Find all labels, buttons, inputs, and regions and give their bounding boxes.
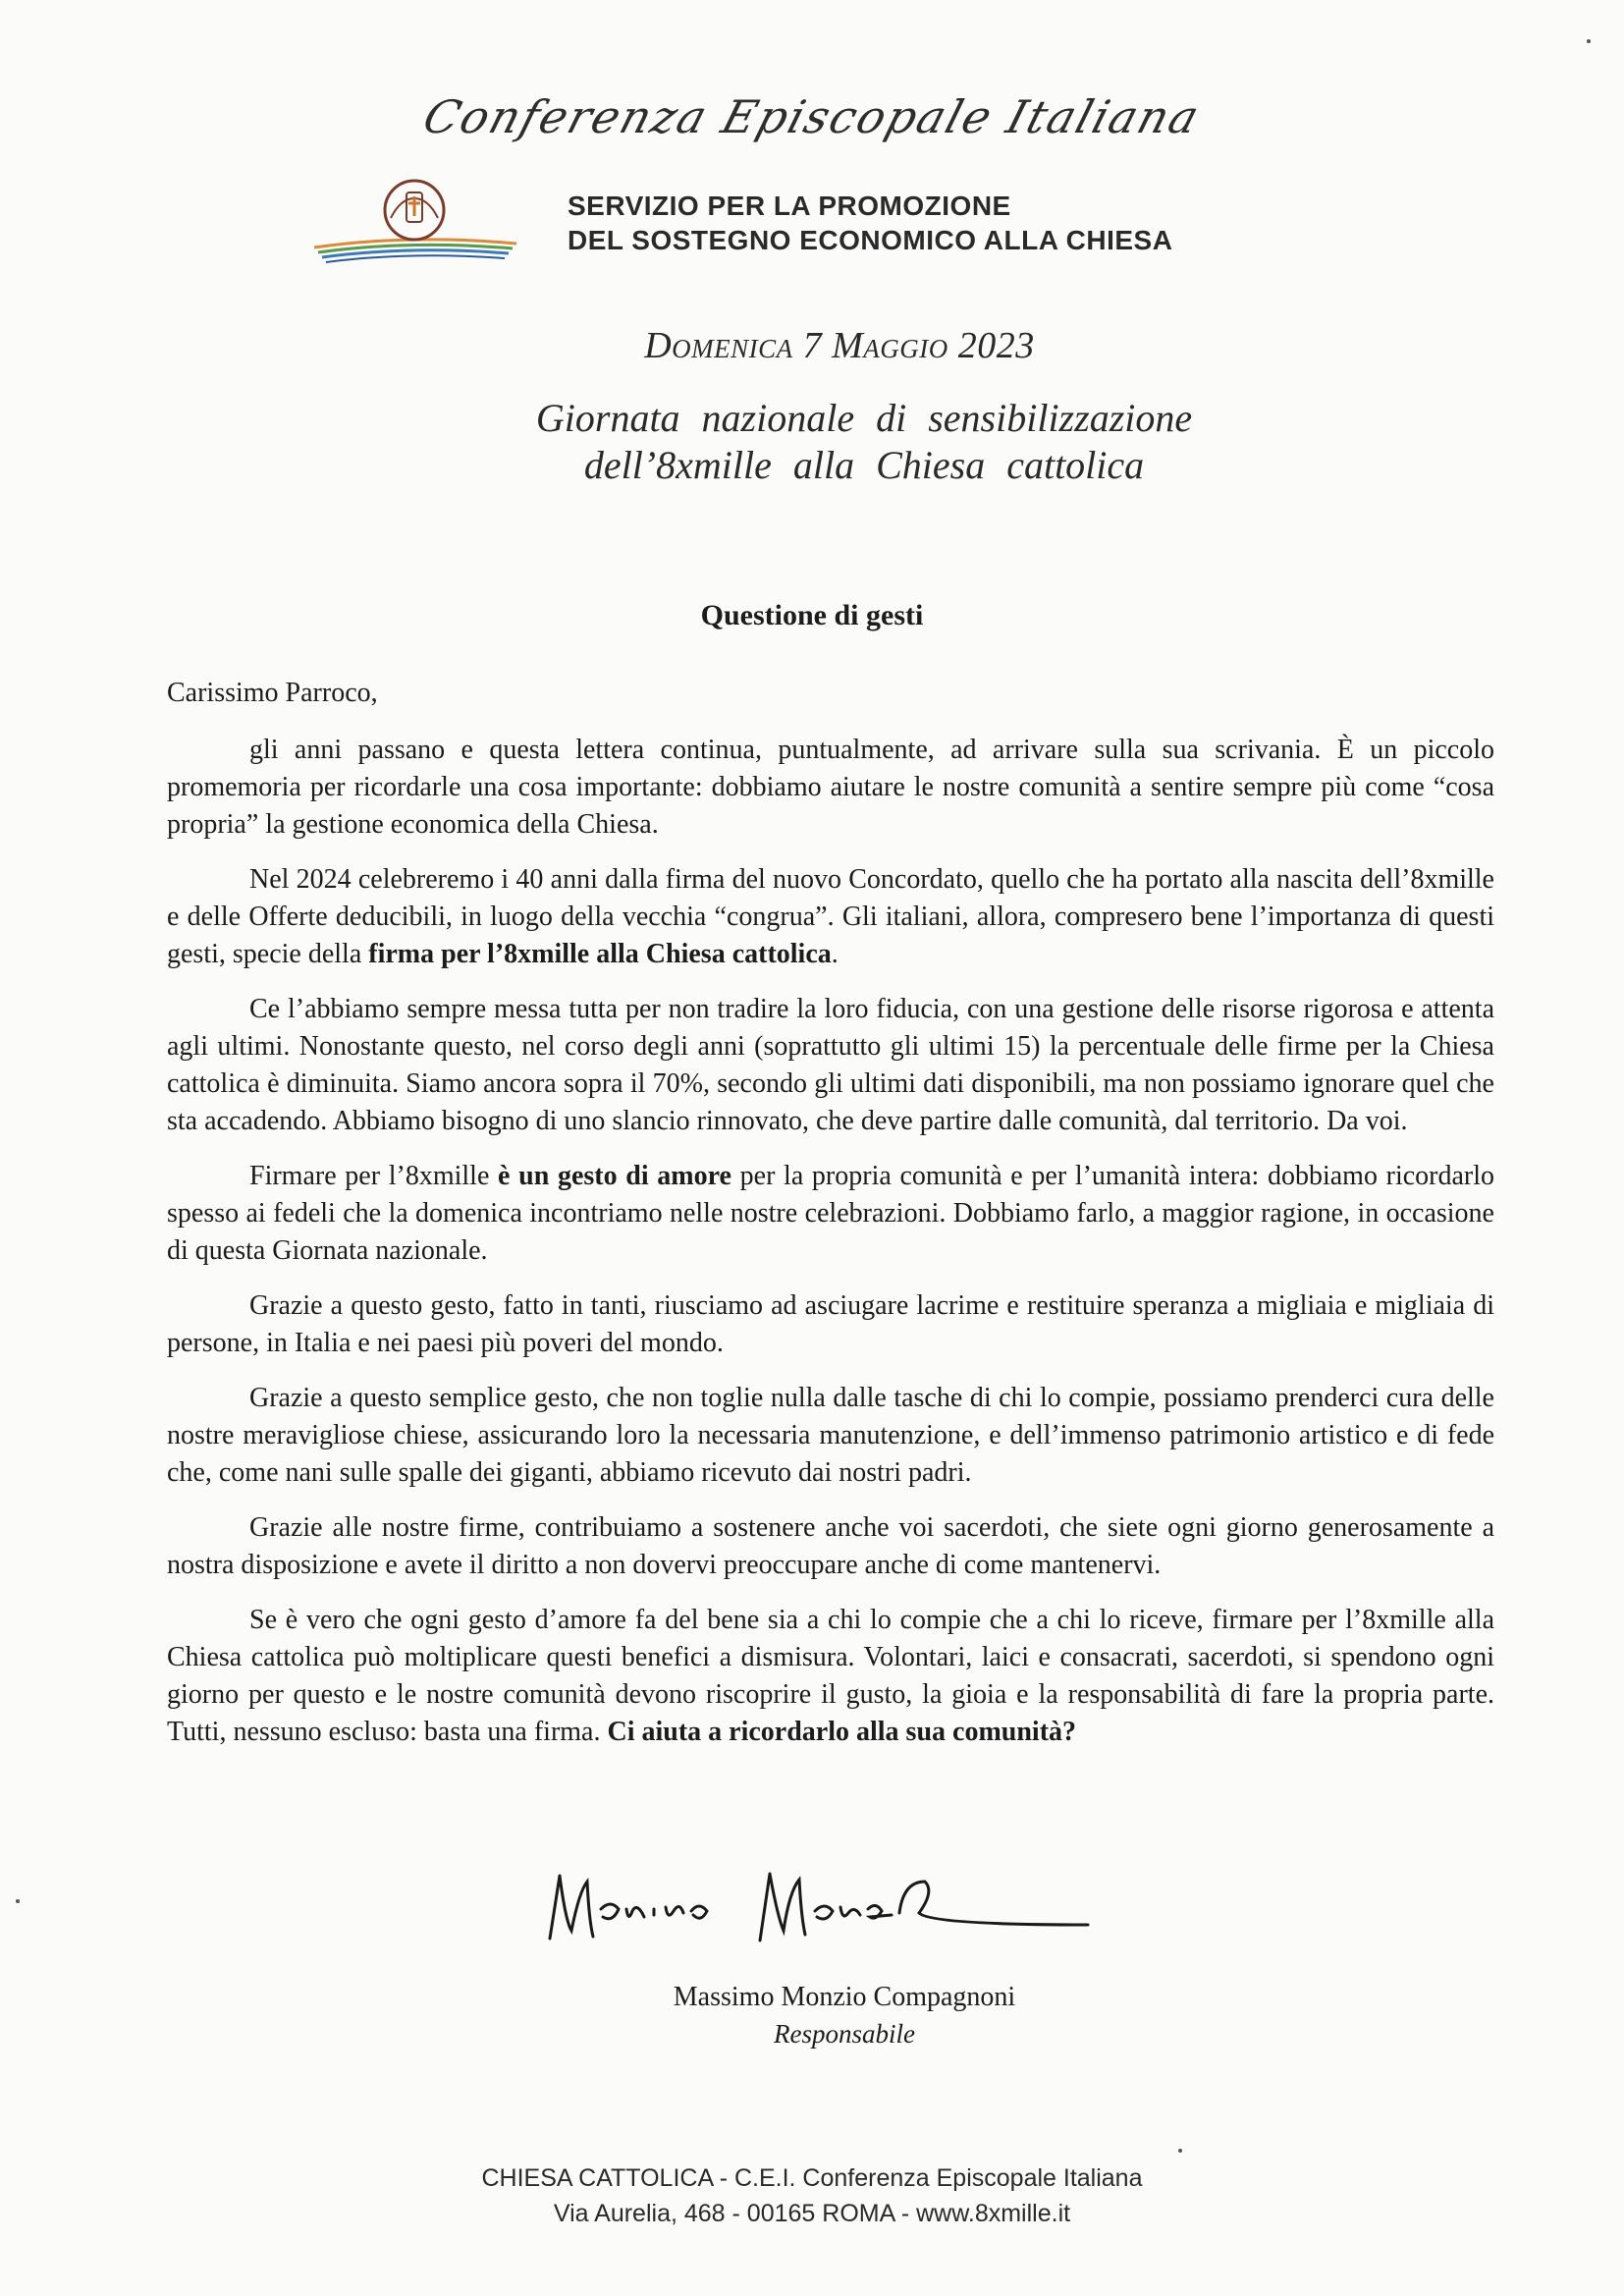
letterhead-script-title: Conferenza Episcopale Italiana [417, 90, 1207, 143]
footer-address: CHIESA CATTOLICA - C.E.I. Conferenza Episcopale Italiana Via Aurelia, 468 - 00165 ROMA - www.8xmille.it [481, 2164, 1143, 2227]
paragraph: Grazie a questo semplice gesto, che non toglie nulla dalle tasche di chi lo compie, possiamo prenderci cura delle nostre meravigliose chiese, assicurando loro la necessaria manutenzione, e dell’immenso patrimonio artistico e di fede che, come nani sulle spalle dei giganti, abbiamo ricevuto dai nostri padri. [167, 1383, 1494, 1488]
paragraph: Firmare per l’8xmille è un gesto di amore per la propria comunità e per l’umanità intera: dobbiamo ricordarlo spesso ai fedeli che la domenica incontriamo nelle nostre celebrazioni. Dobbiamo farlo, a maggior ragione, in occasione di questa Giornata nazionale. [167, 1161, 1495, 1266]
cei-logo-icon [312, 175, 518, 269]
service-name: SERVIZIO PER LA PROMOZIONE DEL SOSTEGNO ECONOMICO ALLA CHIESA [568, 191, 1173, 255]
paragraph: Se è vero che ogni gesto d’amore fa del bene sia a chi lo compie che a chi lo riceve, firmare per l’8xmille alla Chiesa cattolica può moltiplicare questi benefici a dismisura. Volontari, laici e consacrati, sacerdoti, si spendono ogni giorno per questo e le nostre comunità devono riscoprire il gusto, la gioia e la responsabilità di fare la propria parte. Tutti, nessuno escluso: basta una firma. Ci aiuta a ricordarlo alla sua comunità? [167, 1605, 1494, 1747]
scan-speck [16, 1899, 20, 1903]
handwritten-signature [538, 1852, 1127, 1970]
paragraph: Grazie a questo gesto, fatto in tanti, riusciamo ad asciugare lacrime e restituire speranza a migliaia e migliaia di persone, in Italia e nei paesi più poveri del mondo. [167, 1290, 1494, 1358]
scan-speck [1587, 39, 1591, 43]
letter-heading: Questione di gesti [700, 599, 924, 631]
letter-body [167, 732, 1494, 1769]
paragraph: Nel 2024 celebreremo i 40 anni dalla firma del nuovo Concordato, quello che ha portato alla nascita dell’8xmille e delle Offerte deducibili, in luogo della vecchia “congrua”. Gli italiani, allora, compresero bene l’importanza di questi gesti, specie della firma per l’8xmille alla Chiesa cattolica. [167, 864, 1494, 969]
paragraph: Grazie alle nostre firme, contribuiamo a sostenere anche voi sacerdoti, che siete ogni giorno generosamente a nostra disposizione e avete il diritto a non dovervi preoccupare anche di come mantenervi. [167, 1512, 1494, 1580]
paragraph: gli anni passano e questa lettera continua, puntualmente, ad arrivare sulla sua scrivania. È un piccolo promemoria per ricordarle una cosa importante: dobbiamo aiutare le nostre comunità a sentire sempre più come “cosa propria” la gestione economica della Chiesa. [167, 735, 1494, 840]
scan-speck [1178, 2149, 1182, 2153]
signer-role: Responsabile [774, 2019, 915, 2049]
salutation: Carissimo Parroco, [167, 678, 378, 708]
signer-name: Massimo Monzio Compagnoni [673, 1982, 1016, 2012]
event-date: Domenica 7 Maggio 2023 [644, 325, 1035, 366]
paragraph: Ce l’abbiamo sempre messa tutta per non tradire la loro fiducia, con una gestione delle risorse rigorosa e attenta agli ultimi. Nonostante questo, nel corso degli anni (soprattutto gli ultimi 15) la percentuale delle firme per la Chiesa cattolica è diminuita. Siamo ancora sopra il 70%, secondo gli ultimi dati disponibili, ma non possiamo ignorare quel che sta accadendo. Abbiamo bisogno di uno slancio rinnovato, che deve partire dalle comunità, dal territorio. Da voi. [167, 994, 1494, 1136]
event-title: Giornata nazionale di sensibilizzazione dell’8xmille alla Chiesa cattolica [535, 396, 1193, 487]
